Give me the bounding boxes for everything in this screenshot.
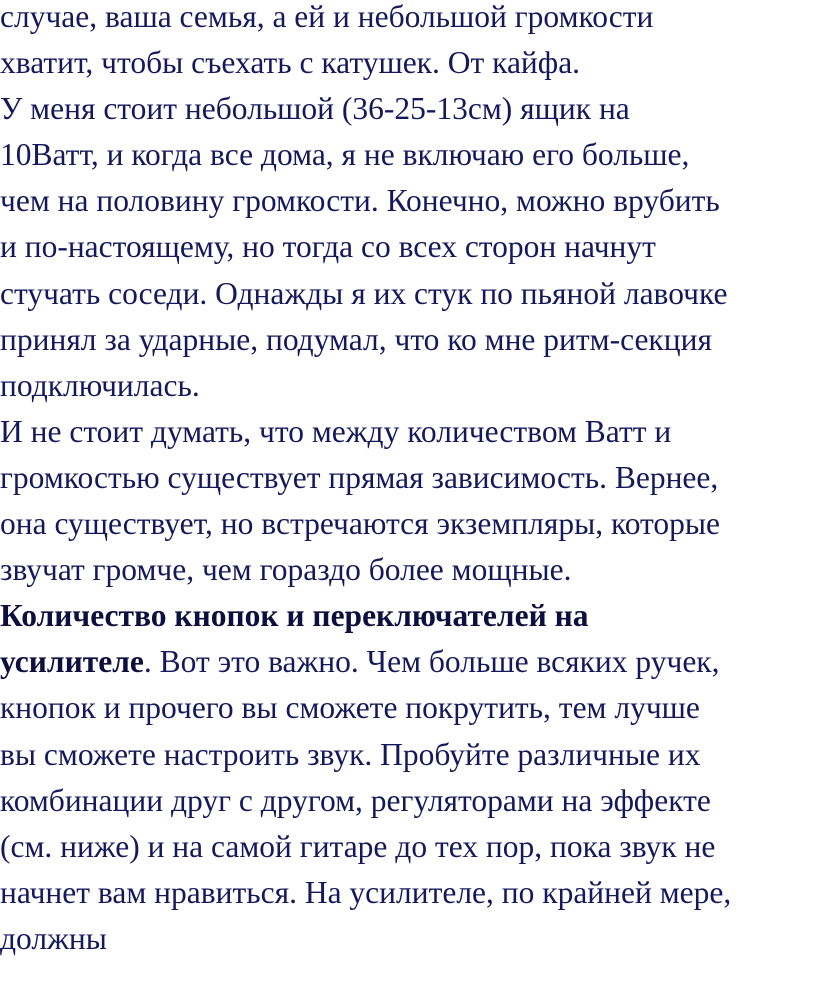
text-segment: чем на половину громкости. Конечно, можно врубить	[0, 183, 720, 219]
text-segment: звучат громче, чем гораздо более мощные.	[0, 552, 572, 588]
text-line-6	[0, 224, 812, 270]
text-segment: (см. ниже) и на самой гитаре до тех пор, пока звук не	[0, 828, 716, 864]
text-line-9	[0, 363, 812, 409]
text-line-20	[0, 870, 812, 916]
text-segment: принял за ударные, подумал, что ко мне ритм-секция	[0, 321, 712, 357]
text-line-18	[0, 778, 812, 824]
text-segment: случае, ваша семья, а ей и небольшой громкости	[0, 0, 654, 34]
text-segment: стучать соседи. Однажды я их стук по пьяной лавочке	[0, 275, 728, 311]
text-segment: вы сможете настроить звук. Пробуйте различные их	[0, 736, 701, 772]
text-line-15	[0, 639, 812, 685]
text-line-4	[0, 132, 812, 178]
text-line-10	[0, 409, 812, 455]
text-line-8	[0, 317, 812, 363]
text-line-12	[0, 501, 812, 547]
text-segment: начнет вам нравиться. На усилителе, по крайней мере,	[0, 874, 732, 910]
text-line-13	[0, 547, 812, 593]
text-segment: должны	[0, 920, 107, 956]
text-line-16	[0, 685, 812, 731]
bold-heading-text: усилителе	[0, 644, 144, 680]
text-segment: кнопок и прочего вы сможете покрутить, тем лучше	[0, 690, 700, 726]
text-segment: И не стоит думать, что между количеством Ватт и	[0, 413, 672, 449]
text-segment: 10Ватт, и когда все дома, я не включаю его больше,	[0, 137, 690, 173]
text-line-2	[0, 40, 812, 86]
text-segment: и по-настоящему, но тогда со всех сторон начнут	[0, 229, 656, 265]
bold-heading-text: Количество кнопок и переключателей на	[0, 598, 589, 634]
text-segment: У меня стоит небольшой (36-25-13см) ящик на	[0, 91, 630, 127]
text-line-21	[0, 916, 812, 962]
text-line-14	[0, 593, 812, 639]
text-segment: она существует, но встречаются экземпляры, которые	[0, 506, 721, 542]
text-line-19	[0, 824, 812, 870]
text-line-11	[0, 455, 812, 501]
text-line-17	[0, 732, 812, 778]
text-segment: громкостью существует прямая зависимость. Вернее,	[0, 459, 719, 495]
text-line-5	[0, 178, 812, 224]
text-segment: . Вот это важно. Чем больше всяких ручек,	[143, 644, 720, 680]
text-line-7	[0, 271, 812, 317]
text-segment: подключилась.	[0, 367, 200, 403]
text-line-3	[0, 86, 812, 132]
text-segment: комбинации друг с другом, регуляторами на эффекте	[0, 782, 711, 818]
text-line-1	[0, 0, 812, 40]
text-segment: хватит, чтобы съехать с катушек. От кайфа.	[0, 45, 581, 81]
